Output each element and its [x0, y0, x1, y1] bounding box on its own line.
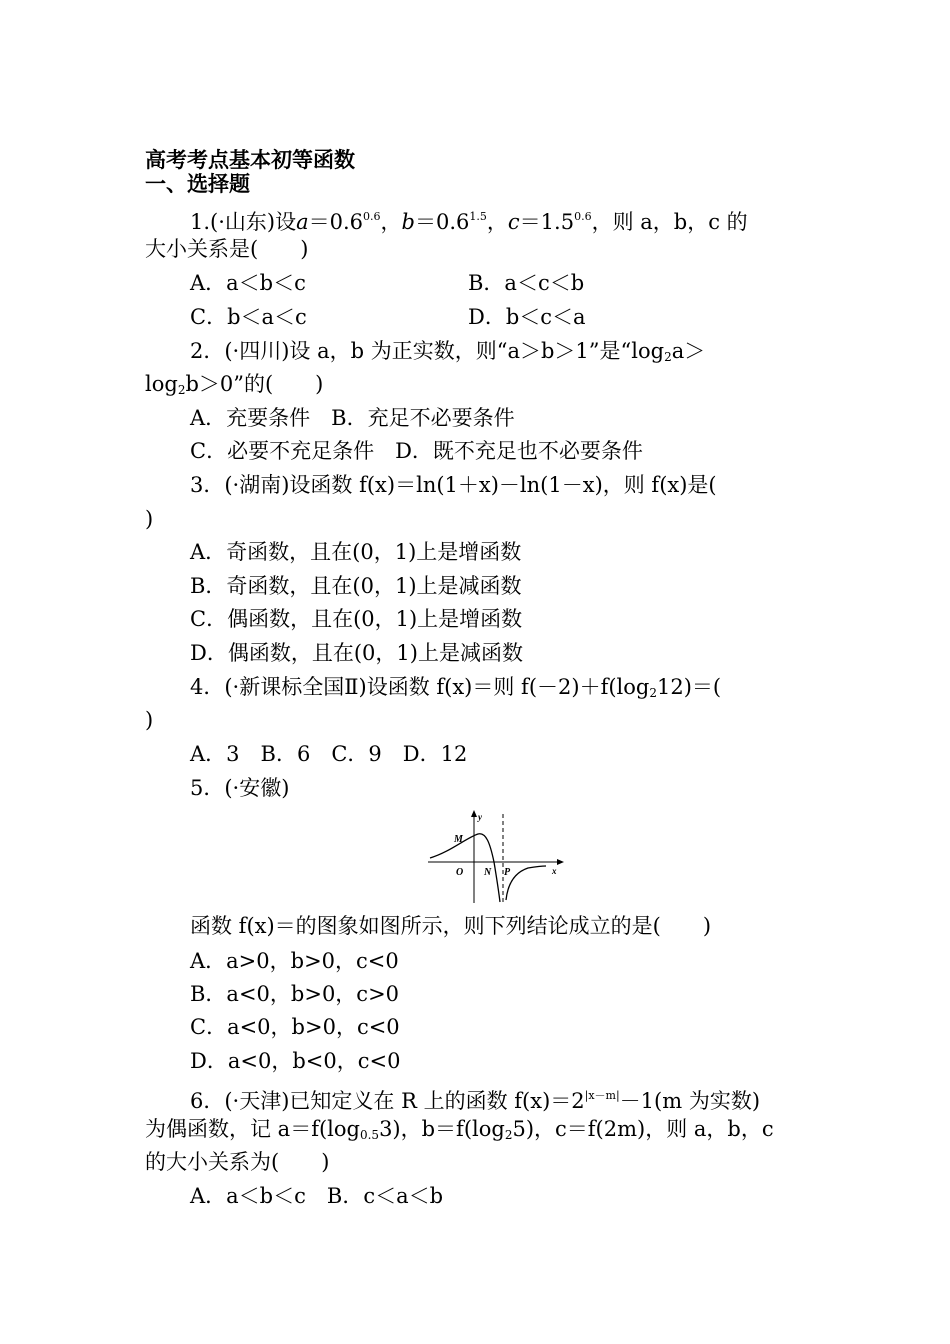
- q1-stem-cont: 大小关系是( ): [145, 237, 309, 261]
- q5-option-a: A．a>0，b>0，c<0: [190, 949, 399, 973]
- q2-stem: 2．(·四川)设 a，b 为正实数，则“a＞b＞1”是“$\log_2a>$: [190, 339, 706, 364]
- y-axis-arrow: [471, 810, 477, 817]
- graph-label-n: N: [484, 867, 492, 878]
- q3-stem: 3．(·湖南)设函数 f(x)＝ln(1＋x)－ln(1－x)，则 f(x)是(: [190, 473, 717, 497]
- q6-options: A．a＜b＜c B．c＜a＜b: [190, 1184, 444, 1208]
- q5-function-graph: [428, 808, 568, 903]
- q3-option-c: C．偶函数，且在(0，1)上是增函数: [190, 607, 523, 631]
- q1-option-a: A．a＜b＜c: [190, 271, 306, 295]
- q1-option-d: D．b＜c＜a: [468, 305, 586, 329]
- q3-option-b: B．奇函数，且在(0，1)上是减函数: [190, 574, 522, 598]
- q3-option-d: D．偶函数，且在(0，1)上是减函数: [190, 641, 523, 665]
- q5-option-b: B．a<0，b>0，c>0: [190, 982, 400, 1006]
- q6-stem: 6．(·天津)已知定义在 R 上的函数 $f(x)=2^{|x-m|}-1(m$ 为实数): [190, 1089, 761, 1113]
- q1-options-row1: [190, 267, 585, 300]
- document-title: 高考考点基本初等函数: [145, 147, 355, 172]
- q1-stem: 1.(·山东)设$a=0.6^{0.6}$，$b=0.6^{1.5}$，$c=1.5^{0.6}$，则 a，b，c 的: [190, 210, 748, 234]
- graph-label-p: P: [504, 867, 511, 878]
- curve-right-branch: [506, 866, 546, 900]
- q6-stem-cont: 为偶函数，记 $a=f(\log_{0.5}3)$，$b=f(\log_25)$，c＝f(2m)，则 a，b，c: [145, 1117, 774, 1142]
- q3-stem-cont: ): [145, 507, 154, 531]
- q2-stem-cont: $\log_2b>0$”的( ): [145, 372, 324, 397]
- q2-options-row2: C．必要不充足条件 D．既不充足也不必要条件: [190, 439, 643, 463]
- q1-options-row2: [190, 301, 586, 334]
- q6-stem-cont-2: 的大小关系为( ): [145, 1150, 330, 1174]
- q5-question: 函数 f(x)＝的图象如图所示，则下列结论成立的是( ): [190, 914, 712, 938]
- q2-options-row1: A．充要条件 B．充足不必要条件: [190, 406, 515, 430]
- q4-stem: 4．(·新课标全国Ⅱ)设函数 f(x)＝则 $f(-2)+f(\log_212)=$(: [190, 675, 722, 700]
- q4-options: A．3 B．6 C．9 D．12: [190, 742, 468, 766]
- q5-option-c: C．a<0，b>0，c<0: [190, 1015, 400, 1039]
- q1-option-b: B．a＜c＜b: [468, 271, 585, 295]
- q5-stem: 5．(·安徽): [190, 776, 290, 800]
- graph-label-y: y: [478, 812, 482, 822]
- graph-label-x: x: [552, 866, 557, 876]
- graph-label-o: O: [456, 867, 464, 878]
- q5-option-d: D．a<0，b<0，c<0: [190, 1049, 401, 1073]
- graph-label-m: M: [454, 834, 463, 845]
- q3-option-a: A．奇函数，且在(0，1)上是增函数: [190, 540, 522, 564]
- x-axis-arrow: [557, 859, 564, 865]
- q4-stem-cont: ): [145, 708, 154, 732]
- section-heading: 一、选择题: [145, 171, 250, 196]
- q1-option-c: C．b＜a＜c: [190, 305, 307, 329]
